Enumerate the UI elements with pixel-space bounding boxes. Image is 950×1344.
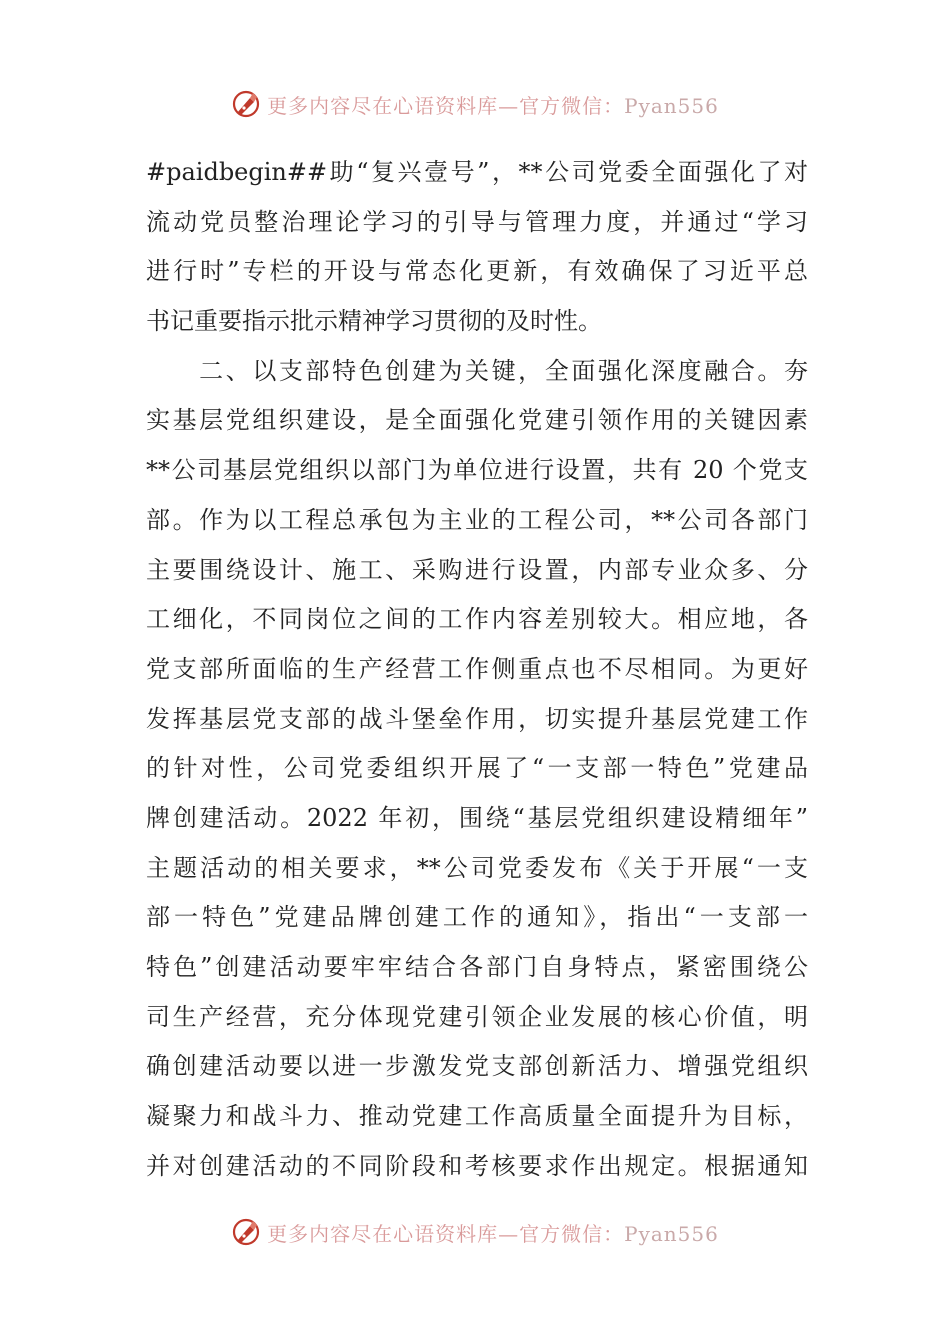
text-line: 党支部所面临的生产经营工作侧重点也不尽相同。为更好 — [146, 654, 808, 683]
text-line: 的针对性，公司党委组织开展了“一支部一特色”党建品 — [146, 754, 808, 783]
banner-wechat-id: Pyan556 — [624, 93, 719, 118]
text-line: 司生产经营，充分体现党建引领企业发展的核心价值，明 — [146, 1002, 808, 1031]
text-line: 主要围绕设计、施工、采购进行设置，内部专业众多、分 — [146, 555, 808, 584]
text-line: 二、以支部特色创建为关键，全面强化深度融合。夯 — [146, 356, 808, 385]
text-line: **公司基层党组织以部门为单位进行设置，共有 20 个党支 — [146, 456, 808, 485]
pen-nib-icon — [231, 1217, 261, 1247]
banner-wechat-id: Pyan556 — [624, 1221, 719, 1246]
text-line: 确创建活动要以进一步激发党支部创新活力、增强党组织 — [146, 1052, 808, 1081]
text-line: 流动党员整治理论学习的引导与管理力度，并通过“学习 — [146, 207, 808, 236]
text-line: 主题活动的相关要求，**公司党委发布《关于开展“一支 — [146, 853, 808, 882]
text-line: 部。作为以工程总承包为主业的工程公司，**公司各部门 — [146, 505, 808, 534]
text-line: 牌创建活动。2022 年初，围绕“基层党组织建设精细年” — [146, 803, 808, 832]
text-line: 进行时”专栏的开设与常态化更新，有效确保了习近平总 — [146, 257, 808, 286]
text-line: 书记重要指示批示精神学习贯彻的及时性。 — [146, 307, 602, 336]
text-line: 工细化，不同岗位之间的工作内容差别较大。相应地，各 — [146, 605, 808, 634]
header-watermark-banner — [0, 84, 950, 124]
text-line: 凝聚力和战斗力、推动党建工作高质量全面提升为目标， — [146, 1102, 808, 1131]
text-line: 并对创建活动的不同阶段和考核要求作出规定。根据通知 — [146, 1151, 808, 1180]
text-line: 实基层党组织建设，是全面强化党建引领作用的关键因素 — [146, 406, 808, 435]
pen-nib-icon — [231, 89, 261, 119]
text-line: #paidbegin##助“复兴壹号”，**公司党委全面强化了对 — [146, 158, 808, 186]
footer-watermark-banner — [0, 1212, 950, 1252]
text-line: 特色”创建活动要牢牢结合各部门自身特点，紧密围绕公 — [146, 953, 808, 981]
banner-text: 更多内容尽在心语资料库—官方微信： — [267, 1221, 625, 1246]
document-body — [146, 148, 808, 1191]
text-line: 发挥基层党支部的战斗堡垒作用，切实提升基层党建工作 — [146, 704, 808, 733]
banner-text: 更多内容尽在心语资料库—官方微信： — [267, 93, 625, 118]
text-line: 部一特色”党建品牌创建工作的通知》，指出“一支部一 — [146, 903, 808, 932]
